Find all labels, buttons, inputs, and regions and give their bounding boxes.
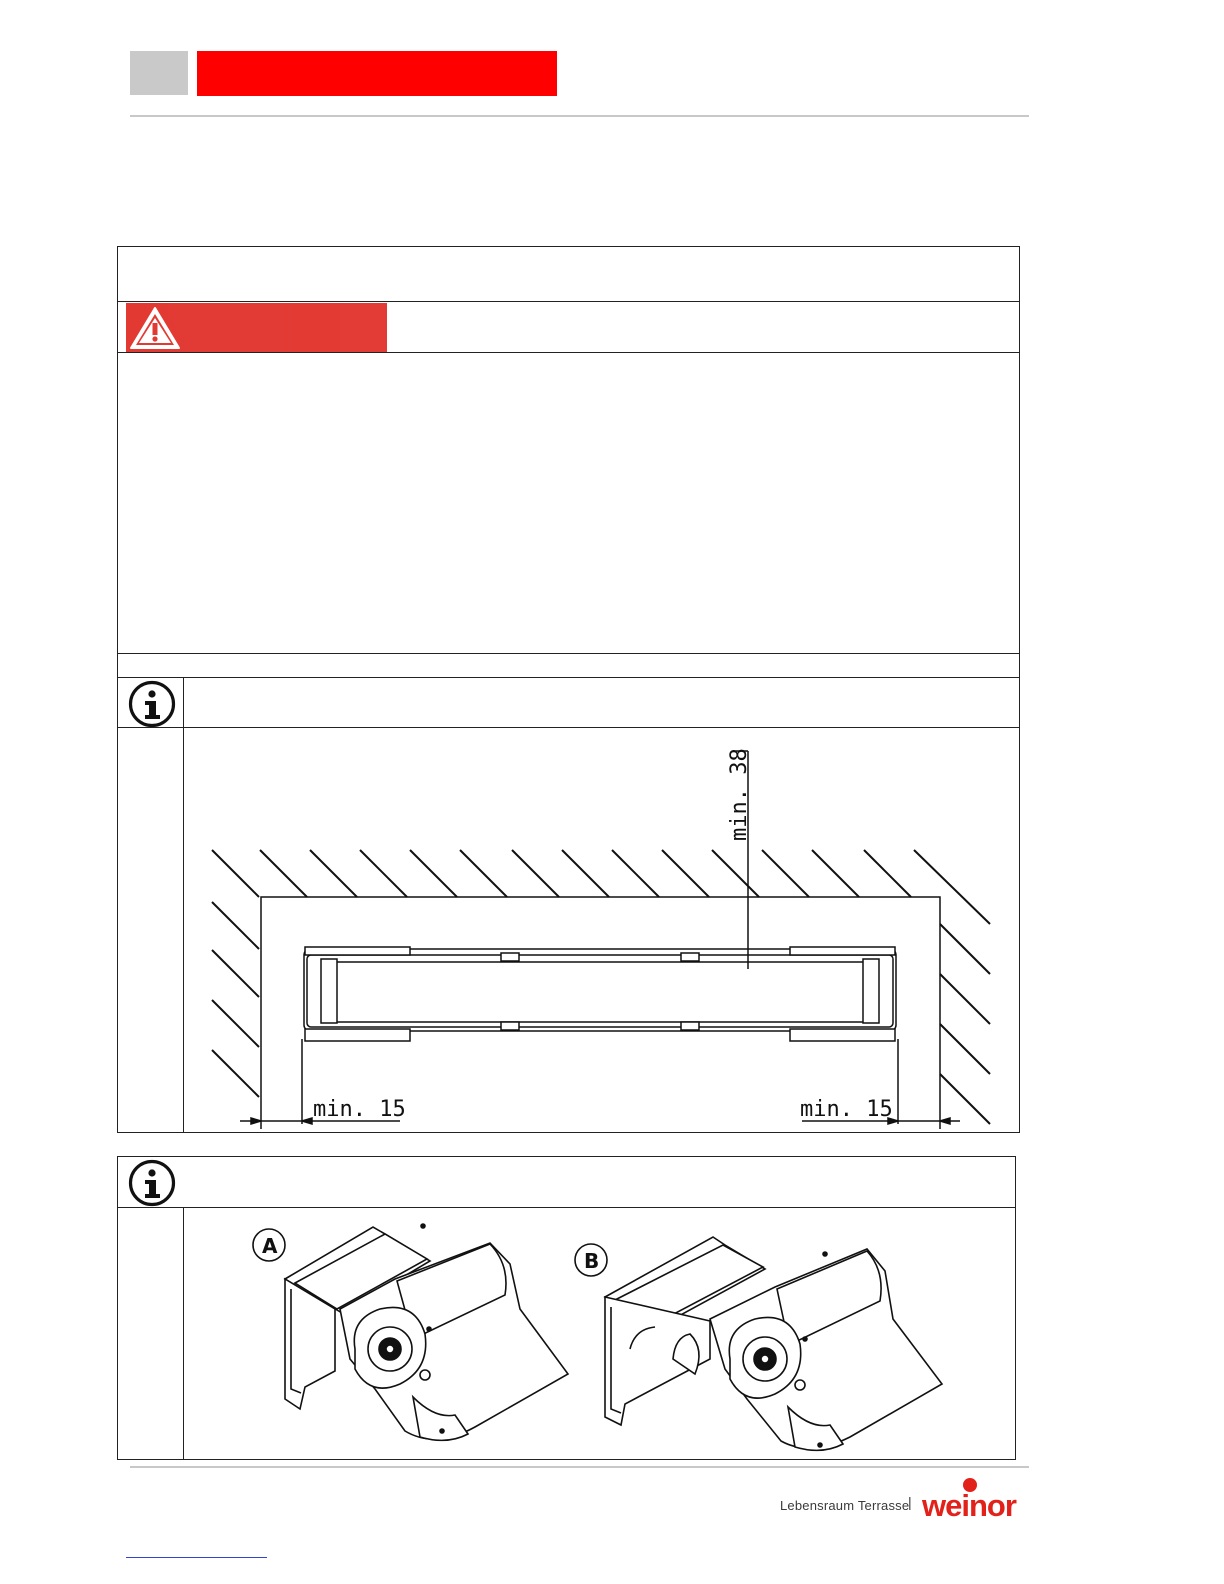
weinor-logo: [920, 1476, 1030, 1520]
cassette-body: [304, 947, 896, 1041]
variant-b-drawing: [575, 1237, 942, 1450]
dimension-lines: [240, 751, 960, 1129]
dimension-right-label: min. 15: [800, 1097, 893, 1122]
table-divider-2: [117, 352, 1020, 353]
variant-a-label: A: [262, 1234, 278, 1258]
table-col-divider: [183, 677, 184, 1133]
info-icon: [128, 1159, 178, 1207]
chapter-title-bar: [197, 51, 557, 96]
dimension-left-label: min. 15: [313, 1097, 406, 1122]
clearance-drawing: [185, 729, 1019, 1132]
info-icon: [128, 680, 178, 728]
warning-banner: [126, 303, 387, 352]
table-divider-5: [117, 727, 1020, 728]
table-divider-4: [117, 677, 1020, 678]
variants-table-divider: [117, 1207, 1016, 1208]
dimension-top-label: min. 38: [727, 748, 752, 841]
variant-a-drawing: [253, 1224, 568, 1440]
brand-logo-text: weinor: [922, 1488, 1016, 1520]
brand-separator: |: [908, 1494, 912, 1510]
variants-table-col-divider: [183, 1207, 184, 1460]
footer-link-underline[interactable]: [126, 1557, 267, 1558]
chapter-tab: [130, 51, 188, 95]
variant-b-label: B: [584, 1249, 600, 1273]
warning-triangle-icon: [128, 305, 182, 351]
table-divider-3: [117, 653, 1020, 654]
footer-divider: [130, 1466, 1029, 1468]
header-divider: [130, 115, 1029, 117]
table-divider-1: [117, 301, 1020, 302]
brand-tagline: Lebensraum Terrasse: [780, 1498, 910, 1513]
variants-drawing: [185, 1209, 1015, 1459]
